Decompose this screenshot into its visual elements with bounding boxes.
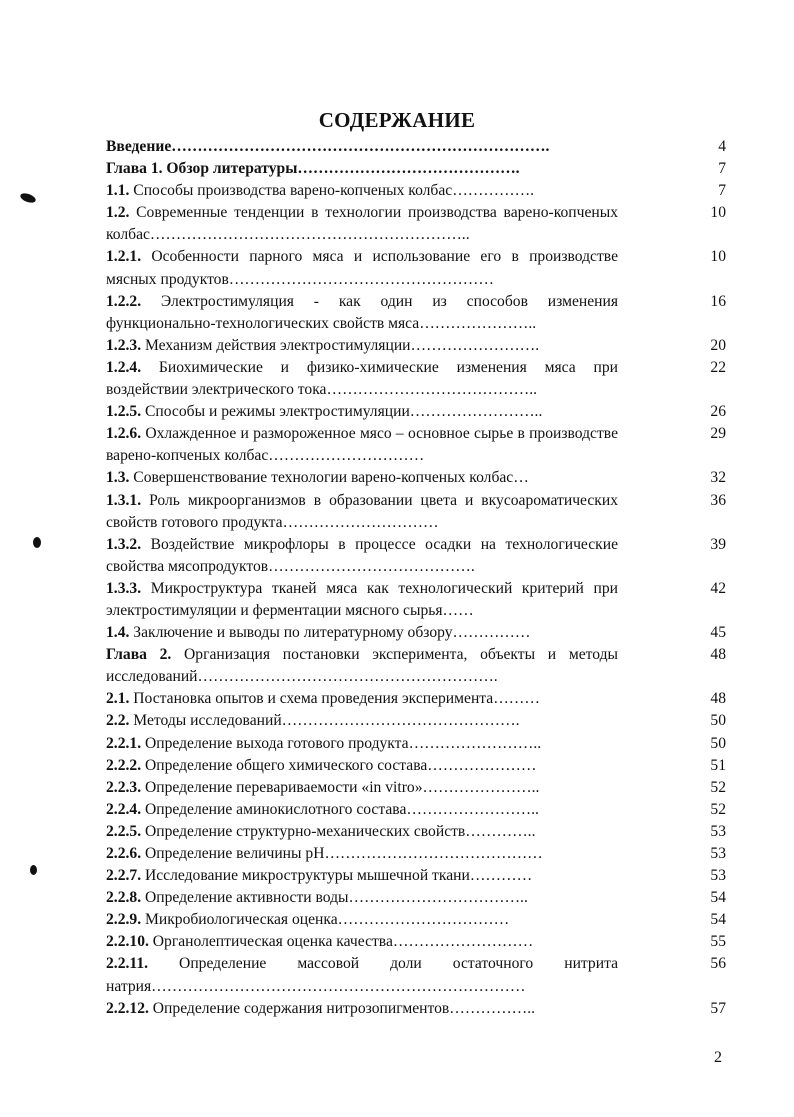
toc-entry	[106, 843, 726, 865]
toc-entry-page: 54	[710, 889, 726, 907]
toc-entry-number: 2.2.3.	[106, 778, 142, 796]
toc-entry-number: 2.2.	[106, 712, 130, 730]
toc-entry-number: 2.2.9.	[106, 911, 142, 929]
toc-entry	[106, 821, 726, 843]
toc-entry-number: 1.3.	[106, 469, 130, 487]
toc-entry-title: Охлажденное и размороженное мясо – основное сырье в производстве варено-копченых колбас…………………………	[106, 425, 618, 465]
toc-entry-title: Определение общего химического состава…………………	[141, 756, 537, 774]
toc-entry-title: Глава 1. Обзор литературы…………………………………….	[106, 160, 520, 178]
toc-entry-number: 2.2.10.	[106, 933, 149, 951]
toc-entry-page: 16	[710, 292, 726, 310]
toc-entry-title: Биохимические и физико-химические изменения мяса при воздействии электрического тока…………………………………..	[106, 358, 618, 399]
toc-entry-text	[106, 931, 618, 953]
toc-entry-title: Определение величины рН……………………………………	[141, 845, 543, 862]
toc-entry-number: 2.1.	[106, 690, 130, 708]
toc-entry-page: 56	[710, 955, 726, 973]
toc-entry-number: 1.2.6.	[106, 425, 142, 443]
toc-entry-page: 10	[710, 248, 726, 266]
toc-entry	[106, 467, 726, 489]
toc-entry-text	[106, 710, 618, 732]
toc-entry-number: 2.2.5.	[106, 822, 142, 840]
toc-entry-title: Введение……………………………………………………………….	[106, 138, 550, 155]
toc-entry	[106, 644, 726, 688]
toc-entry-title: Микробиологическая оценка……………………………	[141, 911, 510, 929]
toc-entry	[106, 246, 726, 290]
toc-entry-page: 48	[710, 690, 726, 708]
toc-entry-title: Особенности парного мяса и использование его в производстве мясных продуктов……………………………………………	[106, 248, 618, 288]
toc-entry-text	[106, 998, 618, 1020]
toc-entry-title: Определение аминокислотного состава……………………..	[141, 800, 539, 818]
toc-entry-text	[106, 843, 618, 865]
toc-entry	[106, 291, 726, 335]
toc-entry-text	[106, 777, 618, 799]
toc-entry-page: 53	[710, 822, 726, 840]
page-number: 2	[714, 1049, 722, 1066]
toc-entry-page: 32	[710, 469, 726, 487]
toc-entry-title: Способы производства варено-копченых колбас…………….	[129, 182, 535, 200]
toc-entry	[106, 136, 726, 158]
toc-entry-text	[106, 755, 618, 777]
toc-entry-text	[106, 467, 618, 489]
toc-entry-text	[106, 534, 618, 578]
toc-entry-number: 2.2.7.	[106, 867, 142, 885]
toc-entry-page: 4	[718, 138, 726, 155]
toc-entry-title: Определение содержания нитрозопигментов……………..	[148, 999, 536, 1017]
toc-entry-page: 39	[710, 535, 726, 553]
toc-entry-page: 7	[718, 160, 726, 178]
toc-entry	[106, 777, 726, 799]
toc-entry-text	[106, 821, 618, 843]
toc-entry-title: Совершенствование технологии варено-копченых колбас…	[129, 469, 529, 487]
scan-blot-mark	[33, 537, 41, 548]
toc-entry-number: 1.1.	[106, 182, 130, 200]
toc-entry	[106, 578, 726, 622]
toc-entry	[106, 799, 726, 821]
toc-entry-number: 1.3.3.	[106, 579, 142, 597]
toc-entry	[106, 490, 726, 534]
toc-entry-title: Исследование микроструктуры мышечной ткани…………	[141, 867, 533, 885]
toc-entry	[106, 401, 726, 423]
toc-entry-number: 1.2.	[106, 204, 130, 222]
toc-entry-number: 2.2.12.	[106, 999, 149, 1017]
toc-entry-page: 54	[710, 911, 726, 929]
toc-entry-title: Микроструктура тканей мяса как технологический критерий при электростимуляции и ферментации мясного сырья……	[106, 579, 618, 619]
toc-entry-page: 42	[710, 579, 726, 597]
toc-entry-page: 7	[718, 182, 726, 200]
toc-entry-text	[106, 799, 618, 821]
toc-entry	[106, 710, 726, 732]
toc-entry	[106, 755, 726, 777]
toc-entry	[106, 998, 726, 1020]
toc-entry-text	[106, 953, 618, 997]
toc-entry-text	[106, 688, 618, 710]
toc-entry-text	[106, 887, 618, 909]
toc-entry	[106, 622, 726, 644]
toc-entry-number: Глава 2.	[106, 646, 172, 664]
toc-entry-text	[106, 291, 618, 335]
toc-entry	[106, 688, 726, 710]
toc-entry-text	[106, 644, 618, 688]
toc-entry	[106, 931, 726, 953]
toc-entry-title: Определение массовой доли остаточного нитрита натрия………………………………………………………………	[106, 955, 618, 995]
toc-entry-text	[106, 246, 618, 290]
toc-entry	[106, 180, 726, 202]
toc-entry-title: Определение перевариваемости «in vitro»…………………..	[141, 778, 540, 796]
toc-entry-page: 50	[710, 734, 726, 752]
toc-entry-text	[106, 622, 618, 644]
toc-entry-page: 52	[710, 800, 726, 818]
toc-entry-page: 52	[710, 778, 726, 796]
toc-entry-page: 53	[710, 867, 726, 885]
toc-entry	[106, 909, 726, 931]
toc-entry-page: 36	[710, 491, 726, 509]
toc-entry	[106, 423, 726, 467]
toc-entry-text	[106, 202, 618, 246]
toc-entry-number: 2.2.8.	[106, 889, 142, 907]
toc-entry-page: 22	[710, 358, 726, 376]
toc-entry-text	[106, 865, 618, 887]
toc-entry-title: Роль микроорганизмов в образовании цвета и вкусоароматических свойств готового продукта…………………………	[106, 491, 618, 531]
toc-entry-page: 48	[710, 646, 726, 664]
toc-entry	[106, 887, 726, 909]
toc-entry-page: 45	[710, 624, 726, 642]
toc-entry-number: 1.2.2.	[106, 292, 142, 310]
toc-entry	[106, 733, 726, 755]
toc-entry-text	[106, 401, 618, 423]
toc-entry-page: 55	[710, 933, 726, 951]
toc-entry-number: 2.2.1.	[106, 734, 142, 752]
toc-entry-title: Определение выхода готового продукта……………………..	[141, 734, 542, 752]
toc-entry-title: Определение активности воды……………………………..	[141, 889, 528, 907]
toc-entry-title: Современные тенденции в технологии производства варено-копченых колбас……………………………………………………..	[106, 204, 618, 244]
toc-entry-title: Воздействие микрофлоры в процессе осадки на технологические свойства мясопродуктов………………………………….	[106, 535, 618, 575]
toc-entry-text	[106, 357, 618, 401]
toc-entry-number: 2.2.6.	[106, 845, 142, 862]
toc-entry-number: 2.2.2.	[106, 756, 142, 774]
toc-entry-title: Методы исследований……………………………………….	[129, 712, 520, 730]
toc-entry	[106, 865, 726, 887]
toc-entry-text	[106, 909, 618, 931]
toc-entry-page: 10	[710, 204, 726, 222]
toc-entry-number: 1.2.4.	[106, 358, 142, 376]
toc-entry-number: 1.2.3.	[106, 336, 142, 354]
toc-entry-number: 2.2.4.	[106, 800, 142, 818]
toc-entry-text	[106, 423, 618, 467]
toc-entry-number: 1.2.1.	[106, 248, 142, 266]
toc-entry-text	[106, 136, 618, 158]
toc-entry-title: Организация постановки эксперимента, объекты и методы исследований………………………………………………….	[106, 646, 618, 686]
toc-entry-title: Органолептическая оценка качества………………………	[148, 933, 534, 951]
toc-entry	[106, 953, 726, 997]
toc-entry-text	[106, 490, 618, 534]
scan-blot-mark	[19, 192, 37, 205]
toc-entry-page: 50	[710, 712, 726, 730]
toc-entry	[106, 202, 726, 246]
toc-entry-text	[106, 733, 618, 755]
toc-entry-page: 20	[710, 336, 726, 354]
toc-entry-page: 53	[710, 845, 726, 862]
toc-entry-title: Заключение и выводы по литературному обзору……………	[129, 624, 531, 642]
toc-entry-number: 1.3.2.	[106, 535, 142, 553]
table-of-contents	[106, 136, 726, 1020]
toc-entry-number: 1.4.	[106, 624, 130, 642]
toc-entry-title: Постановка опытов и схема проведения эксперимента………	[129, 690, 540, 708]
toc-entry	[106, 335, 726, 357]
toc-entry-title: Механизм действия электростимуляции…………………….	[141, 336, 540, 354]
toc-entry-page: 26	[710, 403, 726, 421]
toc-entry-text	[106, 158, 618, 180]
toc-entry-page: 29	[710, 425, 726, 443]
toc-entry-number: 1.3.1.	[106, 491, 142, 509]
toc-entry-number: 2.2.11.	[106, 955, 149, 973]
toc-entry-text	[106, 335, 618, 357]
toc-entry-title: Способы и режимы электростимуляции……………………..	[141, 403, 543, 421]
toc-entry	[106, 158, 726, 180]
toc-entry-text	[106, 180, 618, 202]
scan-blot-mark	[30, 865, 37, 875]
toc-entry	[106, 357, 726, 401]
toc-entry-page: 57	[710, 999, 726, 1017]
toc-entry-page: 51	[710, 756, 726, 774]
toc-entry-title: Электростимуляция - как один из способов изменения функционально-технологических свойств мяса…………………..	[106, 292, 618, 332]
page-title: СОДЕРЖАНИЕ	[318, 108, 476, 132]
toc-entry-text	[106, 578, 618, 622]
toc-entry-title: Определение структурно-механических свойств…………..	[141, 822, 536, 840]
toc-entry	[106, 534, 726, 578]
toc-entry-number: 1.2.5.	[106, 403, 142, 421]
